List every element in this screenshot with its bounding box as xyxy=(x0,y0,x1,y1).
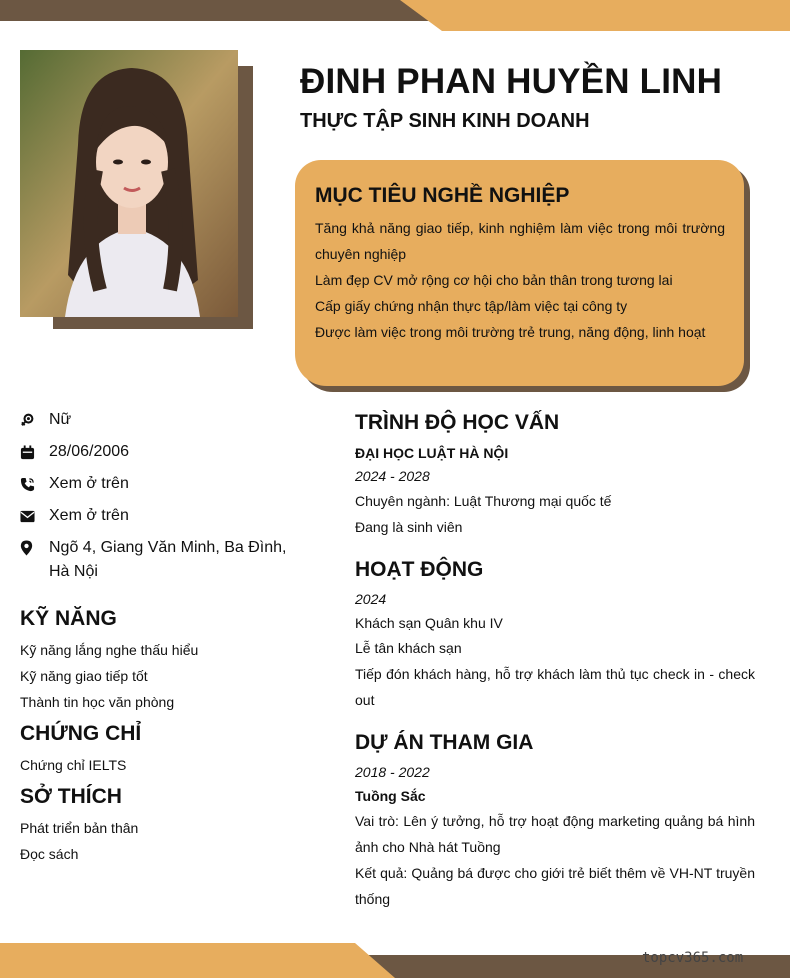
phone-icon xyxy=(20,472,49,496)
objective-line: Cấp giấy chứng nhận thực tập/làm việc tại công ty xyxy=(315,298,628,314)
profile-photo xyxy=(20,50,238,317)
activity-line: Khách sạn Quân khu IV xyxy=(355,615,503,631)
gender-value: Nữ xyxy=(49,411,72,428)
projects-title: DỰ ÁN THAM GIA xyxy=(355,731,534,754)
phone-row xyxy=(20,472,310,496)
email-row xyxy=(20,504,310,528)
skills-title: KỸ NĂNG xyxy=(20,607,117,630)
hobby-item: Đọc sách xyxy=(20,846,79,862)
gender-row xyxy=(20,408,310,432)
hobby-item: Phát triển bản thân xyxy=(20,820,139,836)
birthday-row xyxy=(20,440,310,464)
watermark: topcv365.com xyxy=(642,950,744,966)
activities-section xyxy=(355,555,755,713)
certificate-item: Chứng chỉ IELTS xyxy=(20,757,127,773)
activity-line: Lễ tân khách sạn xyxy=(355,640,462,656)
education-title: TRÌNH ĐỘ HỌC VẤN xyxy=(355,411,560,434)
objective-line: Được làm việc trong môi trường trẻ trung, năng động, linh hoạt xyxy=(315,324,706,340)
activities-period: 2024 xyxy=(355,591,387,607)
objective-line: Làm đẹp CV mở rộng cơ hội cho bản thân trong tương lai xyxy=(315,272,673,288)
education-section xyxy=(355,408,755,540)
skill-item: Kỹ năng giao tiếp tốt xyxy=(20,668,148,684)
projects-section xyxy=(355,728,755,912)
hobbies-title: SỞ THÍCH xyxy=(20,785,122,808)
projects-period: 2018 - 2022 xyxy=(355,764,430,780)
education-period: 2024 - 2028 xyxy=(355,468,430,484)
education-line: Đang là sinh viên xyxy=(355,519,463,535)
objective-title: MỤC TIÊU NGHỀ NGHIỆP xyxy=(315,184,570,207)
calendar-icon xyxy=(20,440,49,464)
certificates-title: CHỨNG CHỈ xyxy=(20,722,142,745)
hobbies-section xyxy=(20,785,310,867)
project-line: Vai trò: Lên ý tưởng, hỗ trợ hoạt động marketing quảng bá hình ảnh cho Nhà hát Tuồng xyxy=(355,813,755,855)
top-band-gold xyxy=(400,0,790,31)
envelope-icon xyxy=(20,504,49,528)
education-line: Chuyên ngành: Luật Thương mại quốc tế xyxy=(355,493,612,509)
skill-item: Kỹ năng lắng nghe thấu hiểu xyxy=(20,642,199,658)
bottom-band-gold xyxy=(0,943,395,978)
address-value: Ngõ 4, Giang Văn Minh, Ba Đình, Hà Nội xyxy=(49,539,287,580)
objective-line: Tăng khả năng giao tiếp, kinh nghiệm làm việc trong môi trường chuyên nghiệp xyxy=(315,220,725,262)
contact-info xyxy=(20,408,310,592)
activities-title: HOẠT ĐỘNG xyxy=(355,558,484,581)
address-row xyxy=(20,536,310,584)
skill-item: Thành tin học văn phòng xyxy=(20,694,175,710)
location-pin-icon xyxy=(20,536,49,560)
phone-value: Xem ở trên xyxy=(49,475,129,492)
activity-line: Tiếp đón khách hàng, hỗ trợ khách làm thủ tục check in - check out xyxy=(355,666,755,708)
project-line: Kết quả: Quảng bá được cho giới trẻ biết thêm về VH-NT truyền thống xyxy=(355,865,755,907)
skills-section xyxy=(20,607,310,715)
gender-icon xyxy=(20,408,49,432)
certificates-section xyxy=(20,722,310,778)
objective-box xyxy=(295,160,744,386)
birthday-value: 28/06/2006 xyxy=(49,443,130,460)
school-name: ĐẠI HỌC LUẬT HÀ NỘI xyxy=(355,445,509,461)
project-name: Tuồng Sắc xyxy=(355,788,426,804)
email-value: Xem ở trên xyxy=(49,507,129,524)
candidate-role: THỰC TẬP SINH KINH DOANH xyxy=(300,110,590,132)
candidate-name: ĐINH PHAN HUYỀN LINH xyxy=(300,62,723,101)
